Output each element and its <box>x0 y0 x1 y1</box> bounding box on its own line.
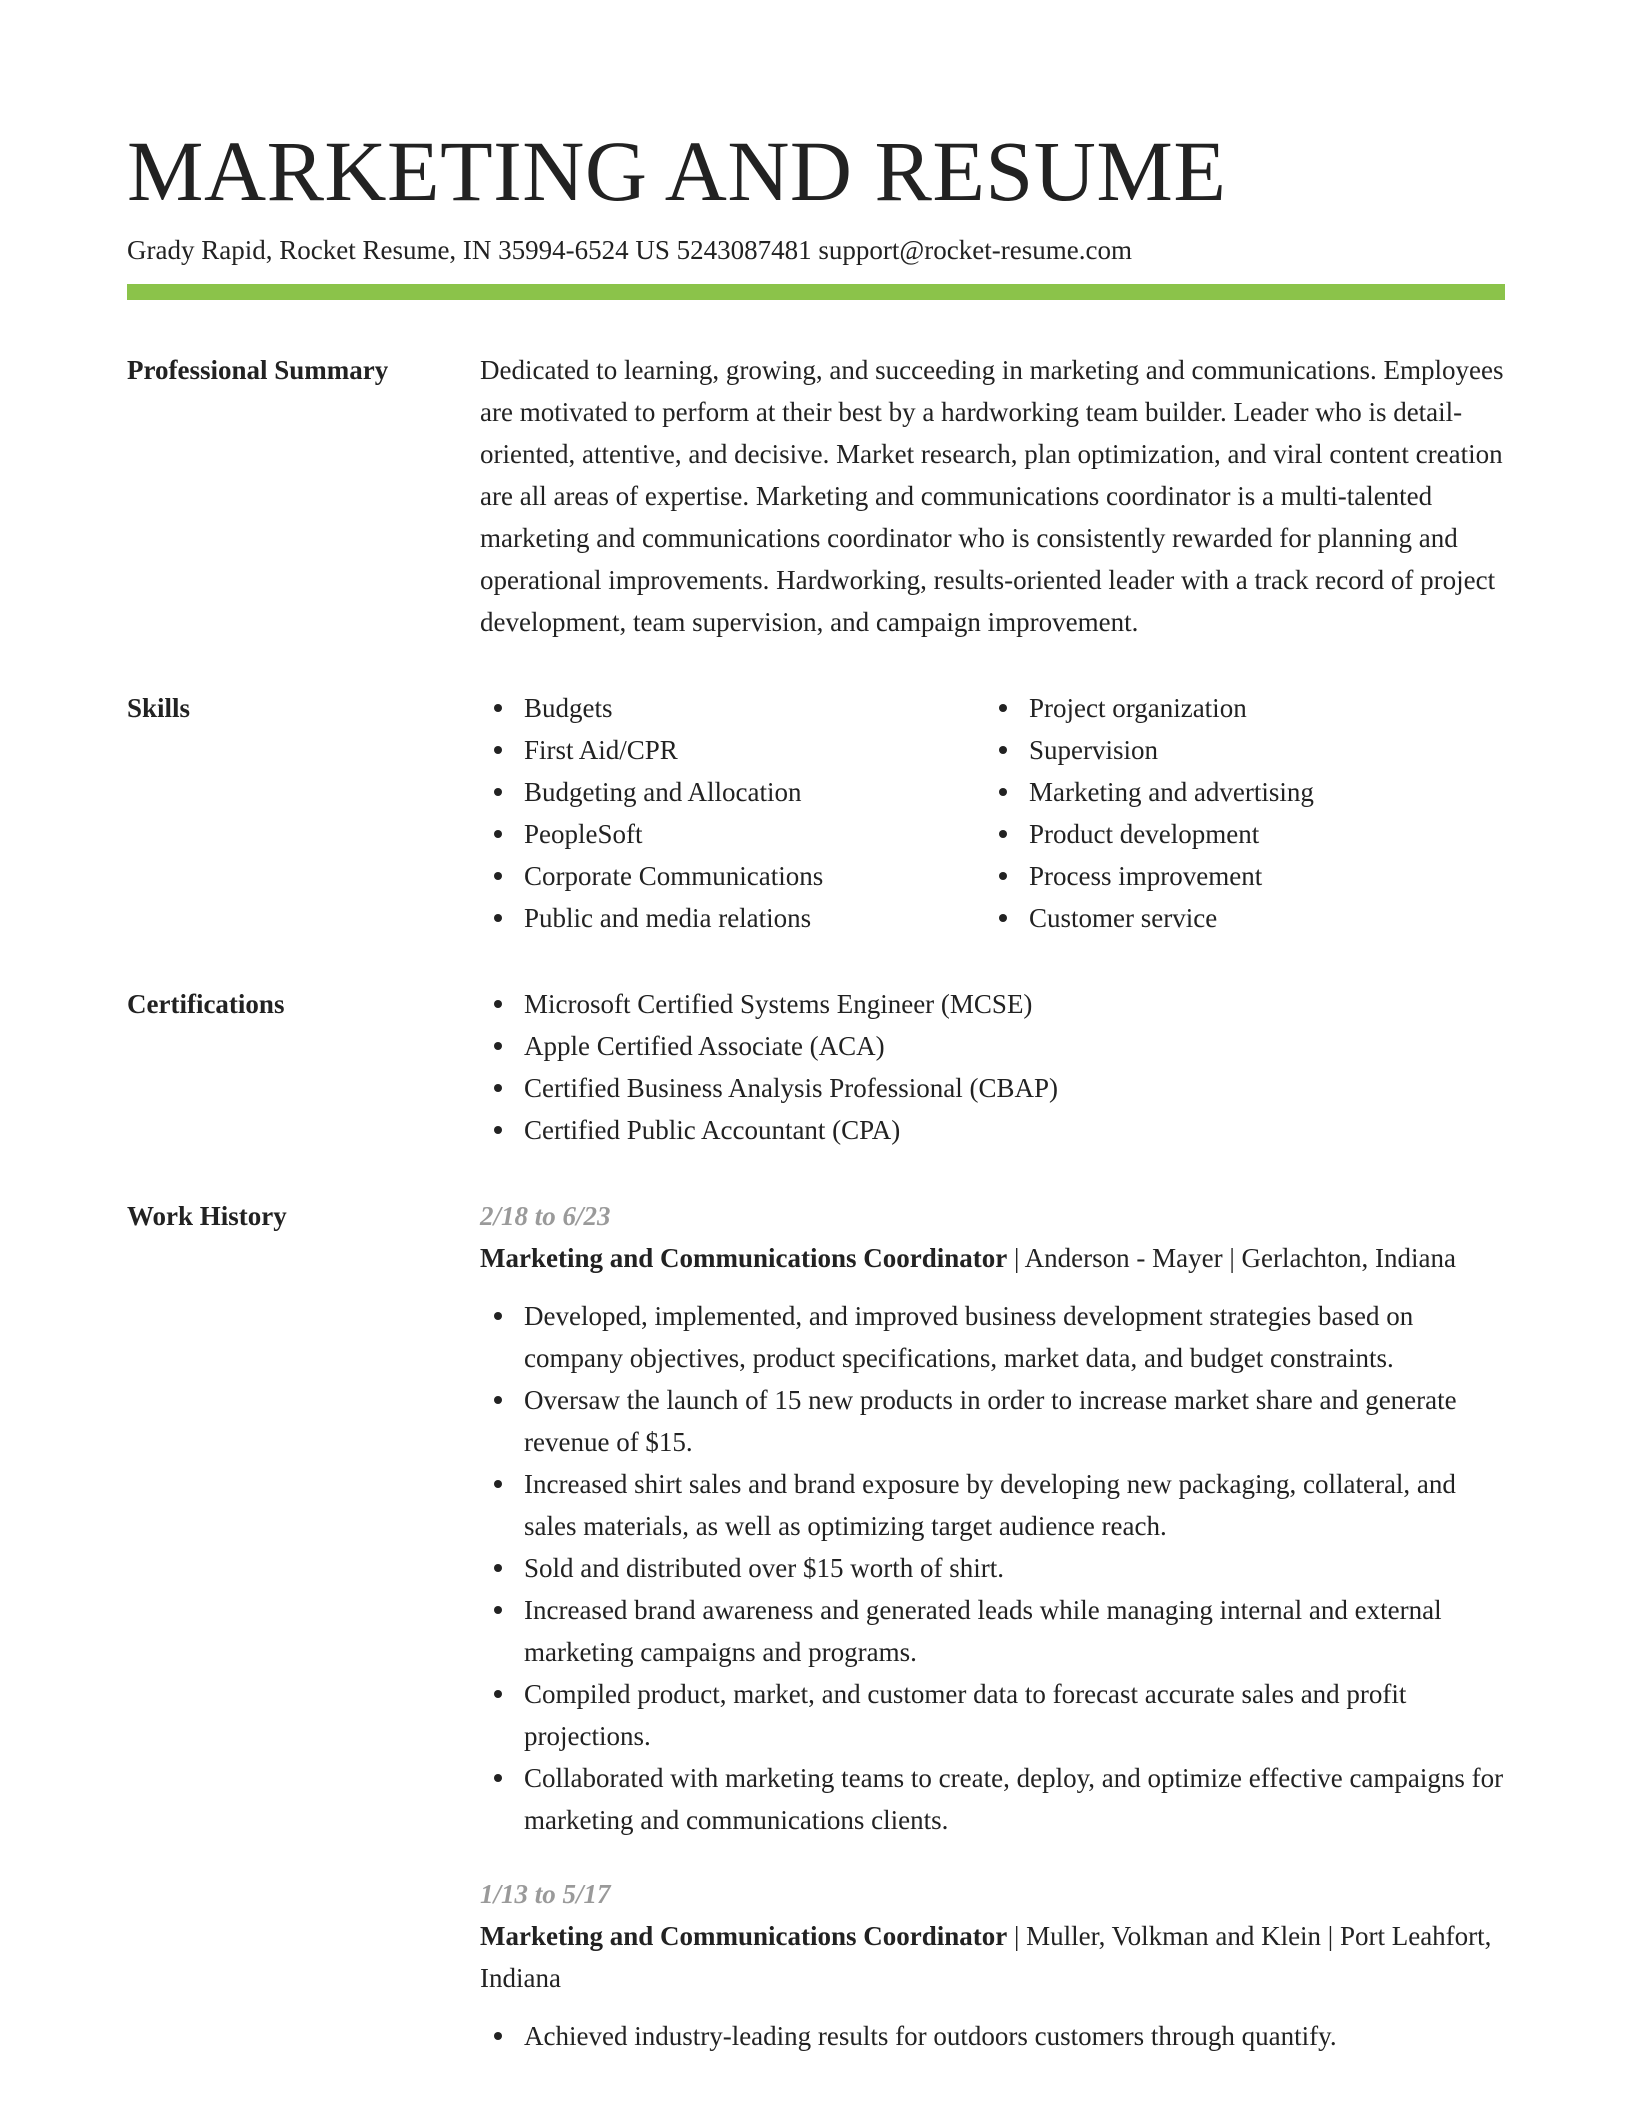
skill-item: Supervision <box>985 729 1490 771</box>
skill-item: Customer service <box>985 897 1490 939</box>
contact-info: Grady Rapid, Rocket Resume, IN 35994-6524 US 5243087481 support@rocket-resume.com <box>127 235 1132 265</box>
skill-item: Marketing and advertising <box>985 771 1490 813</box>
job-bullet: Increased shirt sales and brand exposure by developing new packaging, collateral, and sales materials, as well as optimizing target audience reach. <box>480 1463 1505 1547</box>
work-history-section <box>127 1195 1505 2057</box>
accent-divider <box>127 284 1505 300</box>
resume-name: MARKETING AND RESUME <box>127 123 1227 219</box>
certifications-list <box>480 983 1505 1151</box>
job-title-line <box>480 1237 1505 1279</box>
skill-item: Project organization <box>985 687 1490 729</box>
certification-item: Microsoft Certified Systems Engineer (MCSE) <box>480 983 1505 1025</box>
work-history-label: Work History <box>127 1201 287 1231</box>
job-bullet: Compiled product, market, and customer data to forecast accurate sales and profit projections. <box>480 1673 1505 1757</box>
skills-label: Skills <box>127 693 191 723</box>
work-history-body <box>480 1195 1505 2057</box>
skills-right-list <box>985 687 1490 939</box>
job-bullet: Developed, implemented, and improved business development strategies based on company objectives, product specifications, market data, and budget constraints. <box>480 1295 1505 1379</box>
summary-section <box>127 349 1505 643</box>
summary-text: Dedicated to learning, growing, and succeeding in marketing and communications. Employees are motivated to perform at their best by a hardworking team builder. Leader who is detail-oriented, attentive, and decisive. Market research, plan optimization, and viral content creation are all areas of expertise. Marketing and communications coordinator is a multi-talented marketing and communications coordinator who is consistently rewarded for planning and operational improvements. Hardworking, results-oriented leader with a track record of project development, team supervision, and campaign improvement. <box>480 355 1504 637</box>
skill-item: Corporate Communications <box>480 855 985 897</box>
skill-item: Public and media relations <box>480 897 985 939</box>
resume-page <box>127 118 1505 2057</box>
certifications-body <box>480 983 1505 1151</box>
skill-item: Product development <box>985 813 1490 855</box>
job-entry <box>480 1195 1505 1841</box>
skill-item: Budgeting and Allocation <box>480 771 985 813</box>
skills-columns <box>480 687 1505 939</box>
job-bullet: Achieved industry-leading results for outdoors customers through quantify. <box>480 2015 1505 2057</box>
job-bullets <box>480 2015 1505 2057</box>
certification-item: Certified Public Accountant (CPA) <box>480 1109 1505 1151</box>
job-bullet: Sold and distributed over $15 worth of shirt. <box>480 1547 1505 1589</box>
job-bullets <box>480 1295 1505 1841</box>
skill-item: First Aid/CPR <box>480 729 985 771</box>
job-bullet: Collaborated with marketing teams to create, deploy, and optimize effective campaigns for marketing and communications clients. <box>480 1757 1505 1841</box>
certifications-label: Certifications <box>127 989 285 1019</box>
certifications-section <box>127 983 1505 1151</box>
job-details: | Anderson - Mayer | Gerlachton, Indiana <box>1007 1243 1456 1273</box>
certification-item: Apple Certified Associate (ACA) <box>480 1025 1505 1067</box>
job-title: Marketing and Communications Coordinator <box>480 1243 1008 1273</box>
job-dates: 2/18 to 6/23 <box>480 1201 611 1231</box>
skills-left-list <box>480 687 985 939</box>
skill-item: Process improvement <box>985 855 1490 897</box>
skill-item: Budgets <box>480 687 985 729</box>
job-bullet: Increased brand awareness and generated leads while managing internal and external marketing campaigns and programs. <box>480 1589 1505 1673</box>
job-title-line <box>480 1915 1505 1999</box>
job-details: | Muller, Volkman and Klein | Port Leahfort, Indiana <box>480 1921 1492 1993</box>
job-bullet: Oversaw the launch of 15 new products in order to increase market share and generate revenue of $15. <box>480 1379 1505 1463</box>
job-dates: 1/13 to 5/17 <box>480 1879 611 1909</box>
skills-section <box>127 687 1505 939</box>
skill-item: PeopleSoft <box>480 813 985 855</box>
summary-label: Professional Summary <box>127 355 389 385</box>
certification-item: Certified Business Analysis Professional (CBAP) <box>480 1067 1505 1109</box>
job-title: Marketing and Communications Coordinator <box>480 1921 1008 1951</box>
job-entry <box>480 1873 1505 2057</box>
